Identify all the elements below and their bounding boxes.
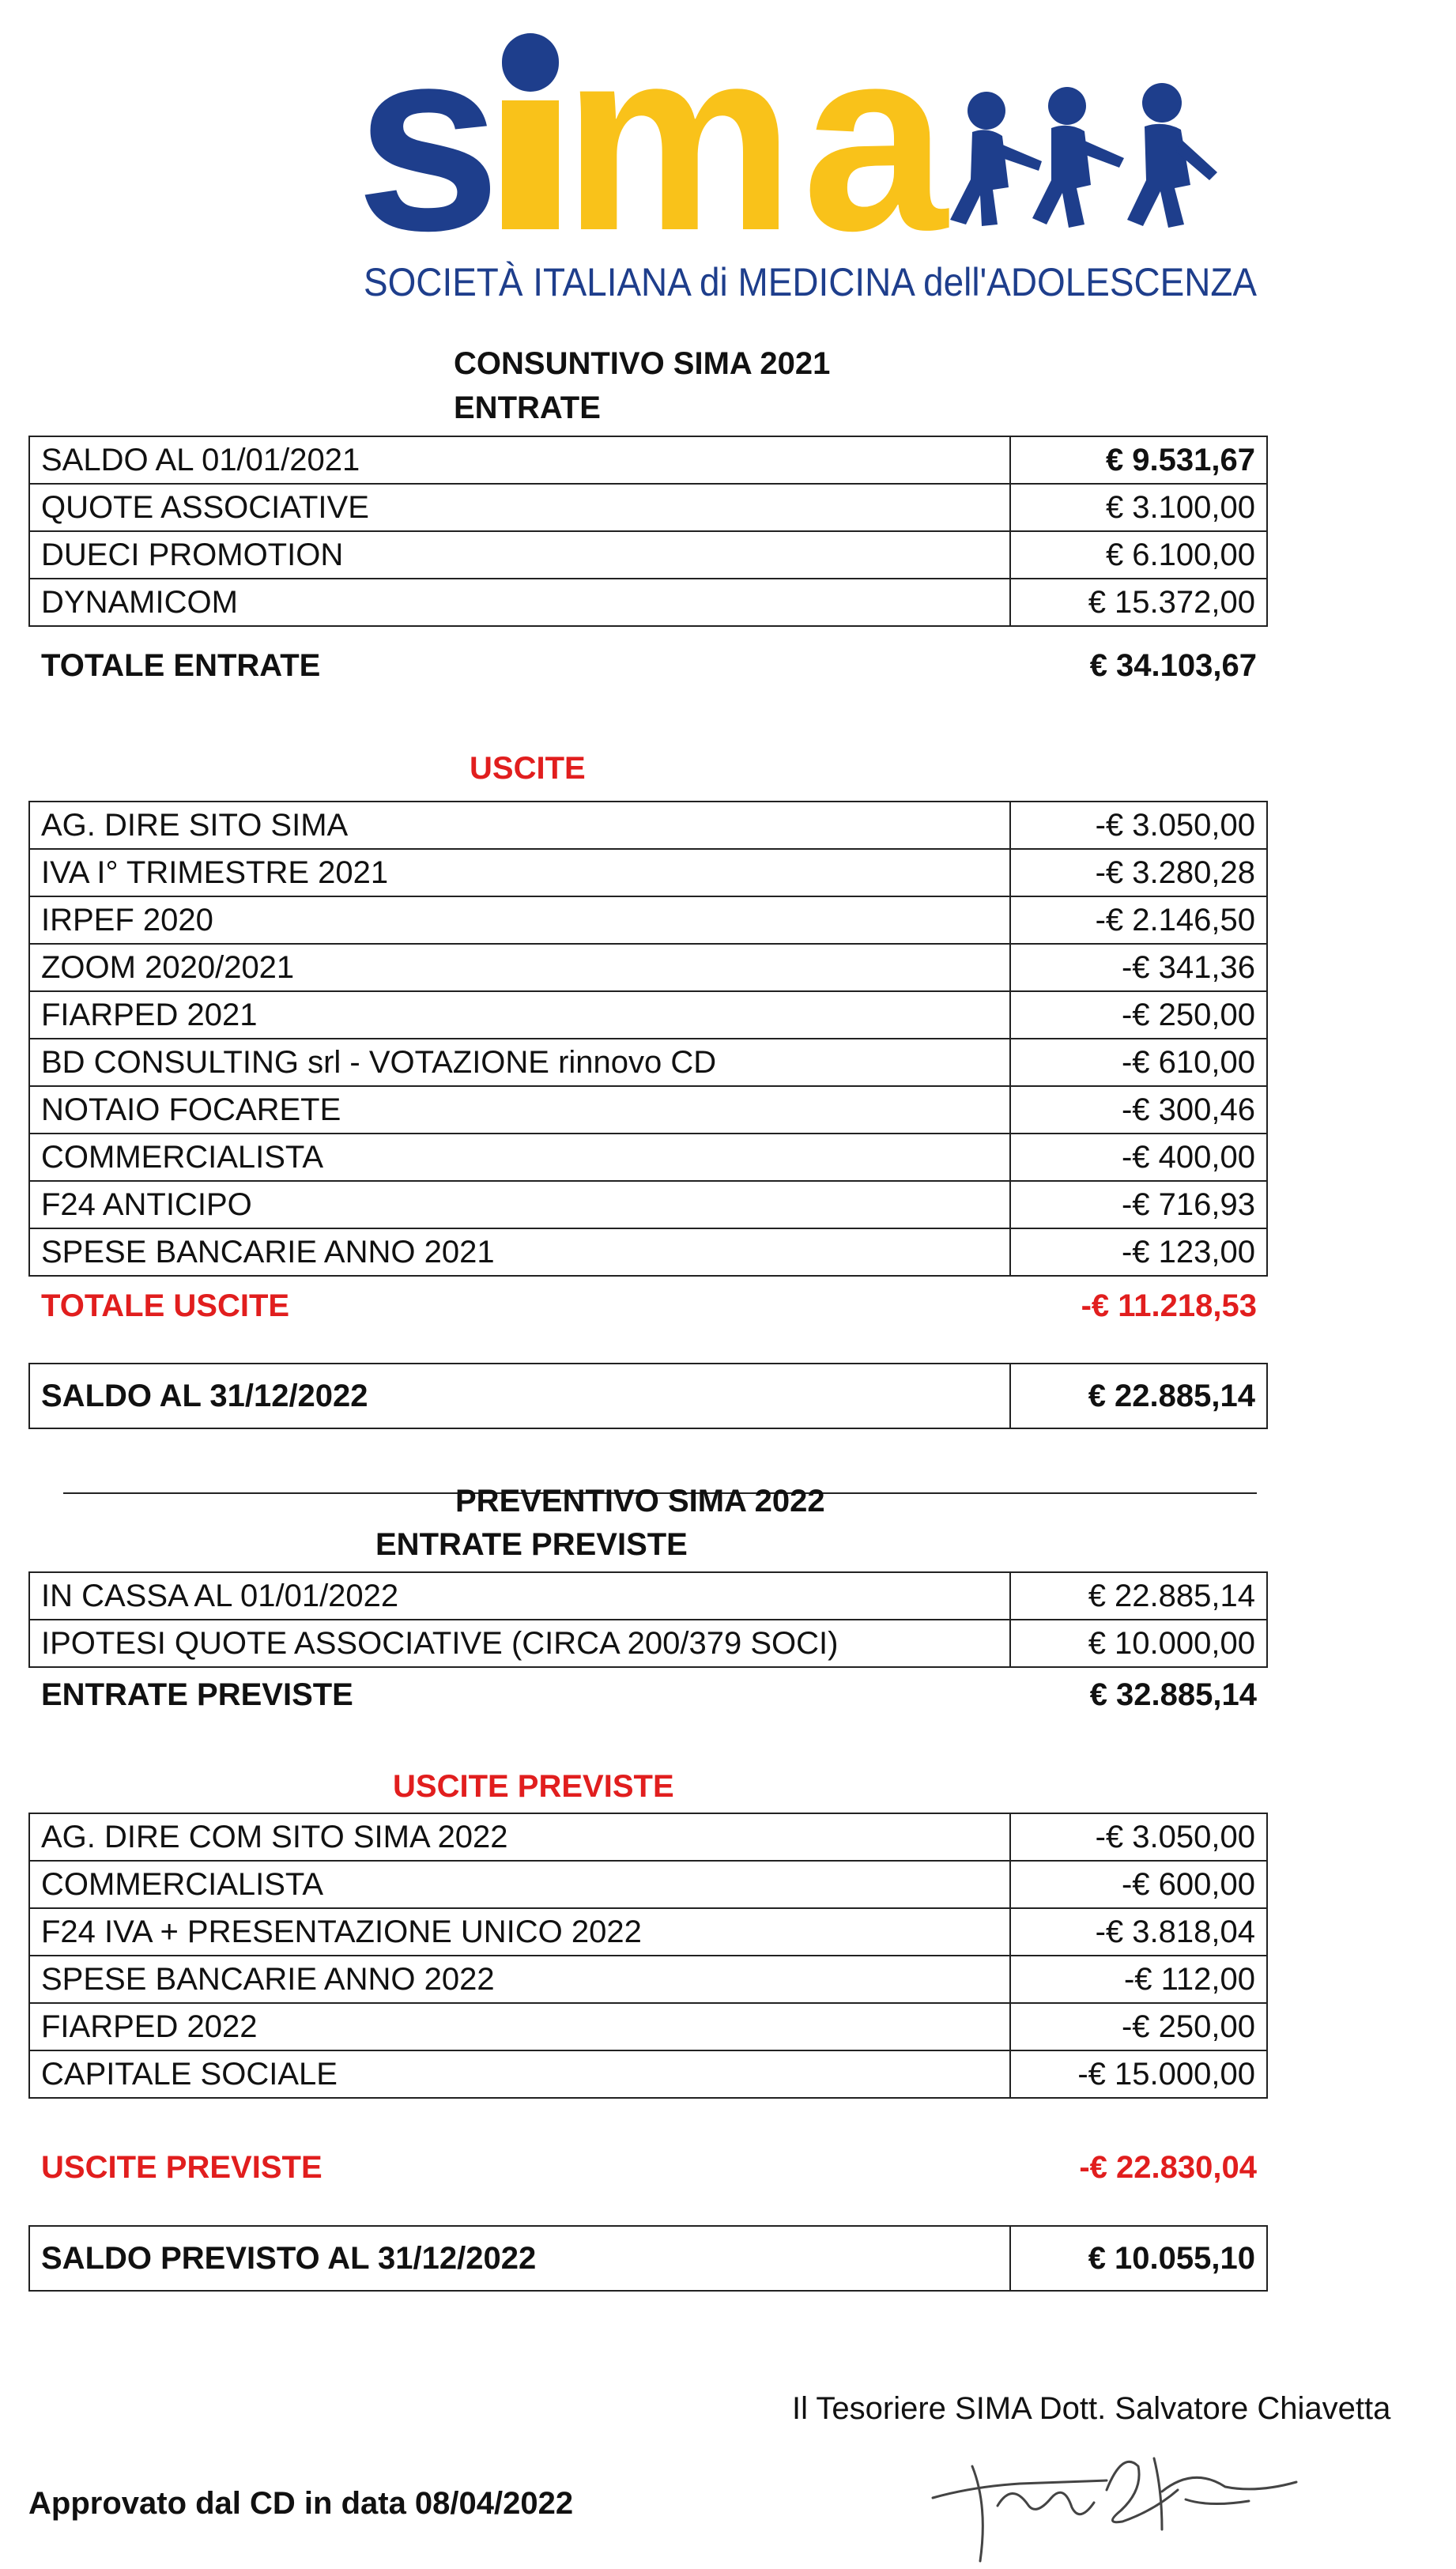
- total-value: -€ 22.830,04: [1079, 2150, 1257, 2185]
- total-label: ENTRATE PREVISTE: [41, 1677, 353, 1712]
- logo-letter-i: [502, 100, 559, 229]
- total-value: -€ 11.218,53: [1081, 1288, 1257, 1323]
- row-label: SPESE BANCARIE ANNO 2022: [29, 1956, 1010, 2003]
- uscite-previste-heading: USCITE PREVISTE: [393, 1769, 674, 1804]
- row-value: -€ 15.000,00: [1010, 2050, 1267, 2098]
- table-row: [29, 991, 1267, 1039]
- table-row: [29, 436, 1267, 484]
- logo-letter-s: s: [356, 17, 501, 285]
- row-value: -€ 250,00: [1010, 2003, 1267, 2050]
- saldo-value: € 22.885,14: [1010, 1364, 1267, 1428]
- row-value: -€ 3.818,04: [1010, 1908, 1267, 1956]
- row-value: -€ 250,00: [1010, 991, 1267, 1039]
- row-label: DUECI PROMOTION: [29, 531, 1010, 579]
- row-label: IVA I° TRIMESTRE 2021: [29, 849, 1010, 896]
- table-row: [29, 1572, 1267, 1620]
- table-row: [29, 849, 1267, 896]
- row-label: DYNAMICOM: [29, 579, 1010, 626]
- row-value: € 15.372,00: [1010, 579, 1267, 626]
- row-value: -€ 600,00: [1010, 1861, 1267, 1908]
- table-row: [29, 1620, 1267, 1667]
- row-value: -€ 341,36: [1010, 944, 1267, 991]
- table-row: [29, 1039, 1267, 1086]
- total-value: € 32.885,14: [1089, 1677, 1257, 1712]
- row-label: IRPEF 2020: [29, 896, 1010, 944]
- row-label: F24 IVA + PRESENTAZIONE UNICO 2022: [29, 1908, 1010, 1956]
- row-label: AG. DIRE SITO SIMA: [29, 802, 1010, 849]
- row-value: -€ 123,00: [1010, 1228, 1267, 1276]
- logo-letter-m: m: [563, 17, 795, 285]
- table-row: [29, 802, 1267, 849]
- table-row: [29, 1956, 1267, 2003]
- entrate-heading: ENTRATE: [454, 390, 601, 425]
- row-value: -€ 3.280,28: [1010, 849, 1267, 896]
- saldo-previsto-box: [28, 2225, 1268, 2292]
- saldo-value: € 10.055,10: [1010, 2226, 1267, 2291]
- table-row: [29, 1181, 1267, 1228]
- row-label: COMMERCIALISTA: [29, 1134, 1010, 1181]
- total-label: TOTALE ENTRATE: [41, 648, 321, 683]
- table-row: [29, 1228, 1267, 1276]
- table-row: [29, 1861, 1267, 1908]
- row-value: -€ 2.146,50: [1010, 896, 1267, 944]
- row-label: F24 ANTICIPO: [29, 1181, 1010, 1228]
- saldo-label: SALDO AL 31/12/2022: [29, 1364, 1010, 1428]
- table-row: [29, 579, 1267, 626]
- row-label: NOTAIO FOCARETE: [29, 1086, 1010, 1134]
- total-label: TOTALE USCITE: [41, 1288, 290, 1323]
- table-row: [29, 1134, 1267, 1181]
- logo-letter-a: a: [802, 17, 948, 285]
- row-label: AG. DIRE COM SITO SIMA 2022: [29, 1813, 1010, 1861]
- row-label: SALDO AL 01/01/2021: [29, 436, 1010, 484]
- row-value: € 22.885,14: [1010, 1572, 1267, 1620]
- table-row: [29, 896, 1267, 944]
- row-label: QUOTE ASSOCIATIVE: [29, 484, 1010, 531]
- row-value: -€ 716,93: [1010, 1181, 1267, 1228]
- total-value: € 34.103,67: [1089, 648, 1257, 683]
- row-value: -€ 400,00: [1010, 1134, 1267, 1181]
- row-label: SPESE BANCARIE ANNO 2021: [29, 1228, 1010, 1276]
- table-row: [29, 2226, 1267, 2291]
- row-value: -€ 300,46: [1010, 1086, 1267, 1134]
- row-value: -€ 610,00: [1010, 1039, 1267, 1086]
- logo-dot: [502, 33, 559, 92]
- consuntivo-title: CONSUNTIVO SIMA 2021: [454, 346, 831, 381]
- handwritten-signature-icon: [925, 2435, 1304, 2569]
- row-label: ZOOM 2020/2021: [29, 944, 1010, 991]
- row-label: FIARPED 2021: [29, 991, 1010, 1039]
- entrate-previste-table: [28, 1571, 1268, 1668]
- table-row: [29, 1813, 1267, 1861]
- row-value: -€ 112,00: [1010, 1956, 1267, 2003]
- row-value: € 6.100,00: [1010, 531, 1267, 579]
- row-value: -€ 3.050,00: [1010, 802, 1267, 849]
- row-value: € 9.531,67: [1010, 436, 1267, 484]
- logo-subtitle: SOCIETÀ ITALIANA di MEDICINA dell'ADOLESCENZA: [364, 260, 1258, 304]
- row-label: FIARPED 2022: [29, 2003, 1010, 2050]
- table-row: [29, 2003, 1267, 2050]
- entrate-previste-heading: ENTRATE PREVISTE: [375, 1527, 688, 1562]
- row-label: IPOTESI QUOTE ASSOCIATIVE (CIRCA 200/379 SOCI): [29, 1620, 1010, 1667]
- total-label: USCITE PREVISTE: [41, 2150, 323, 2185]
- uscite-previste-table: [28, 1813, 1268, 2099]
- uscite-heading: USCITE: [470, 751, 586, 786]
- row-value: € 10.000,00: [1010, 1620, 1267, 1667]
- row-label: COMMERCIALISTA: [29, 1861, 1010, 1908]
- approval-note: Approvato dal CD in data 08/04/2022: [28, 2486, 574, 2521]
- row-value: -€ 3.050,00: [1010, 1813, 1267, 1861]
- table-row: [29, 944, 1267, 991]
- row-label: IN CASSA AL 01/01/2022: [29, 1572, 1010, 1620]
- children-holding-hands-icon: [950, 83, 1217, 228]
- table-row: [29, 484, 1267, 531]
- saldo-2021-box: [28, 1363, 1268, 1429]
- table-row: [29, 531, 1267, 579]
- row-label: BD CONSULTING srl - VOTAZIONE rinnovo CD: [29, 1039, 1010, 1086]
- table-row: [29, 1908, 1267, 1956]
- row-label: CAPITALE SOCIALE: [29, 2050, 1010, 2098]
- table-row: [29, 1086, 1267, 1134]
- treasurer-line: Il Tesoriere SIMA Dott. Salvatore Chiavetta: [792, 2391, 1391, 2426]
- entrate-table: [28, 436, 1268, 627]
- sima-logo: [356, 17, 1265, 349]
- uscite-table: [28, 801, 1268, 1277]
- preventivo-title: PREVENTIVO SIMA 2022: [455, 1484, 825, 1518]
- table-row: [29, 2050, 1267, 2098]
- saldo-label: SALDO PREVISTO AL 31/12/2022: [29, 2226, 1010, 2291]
- row-value: € 3.100,00: [1010, 484, 1267, 531]
- table-row: [29, 1364, 1267, 1428]
